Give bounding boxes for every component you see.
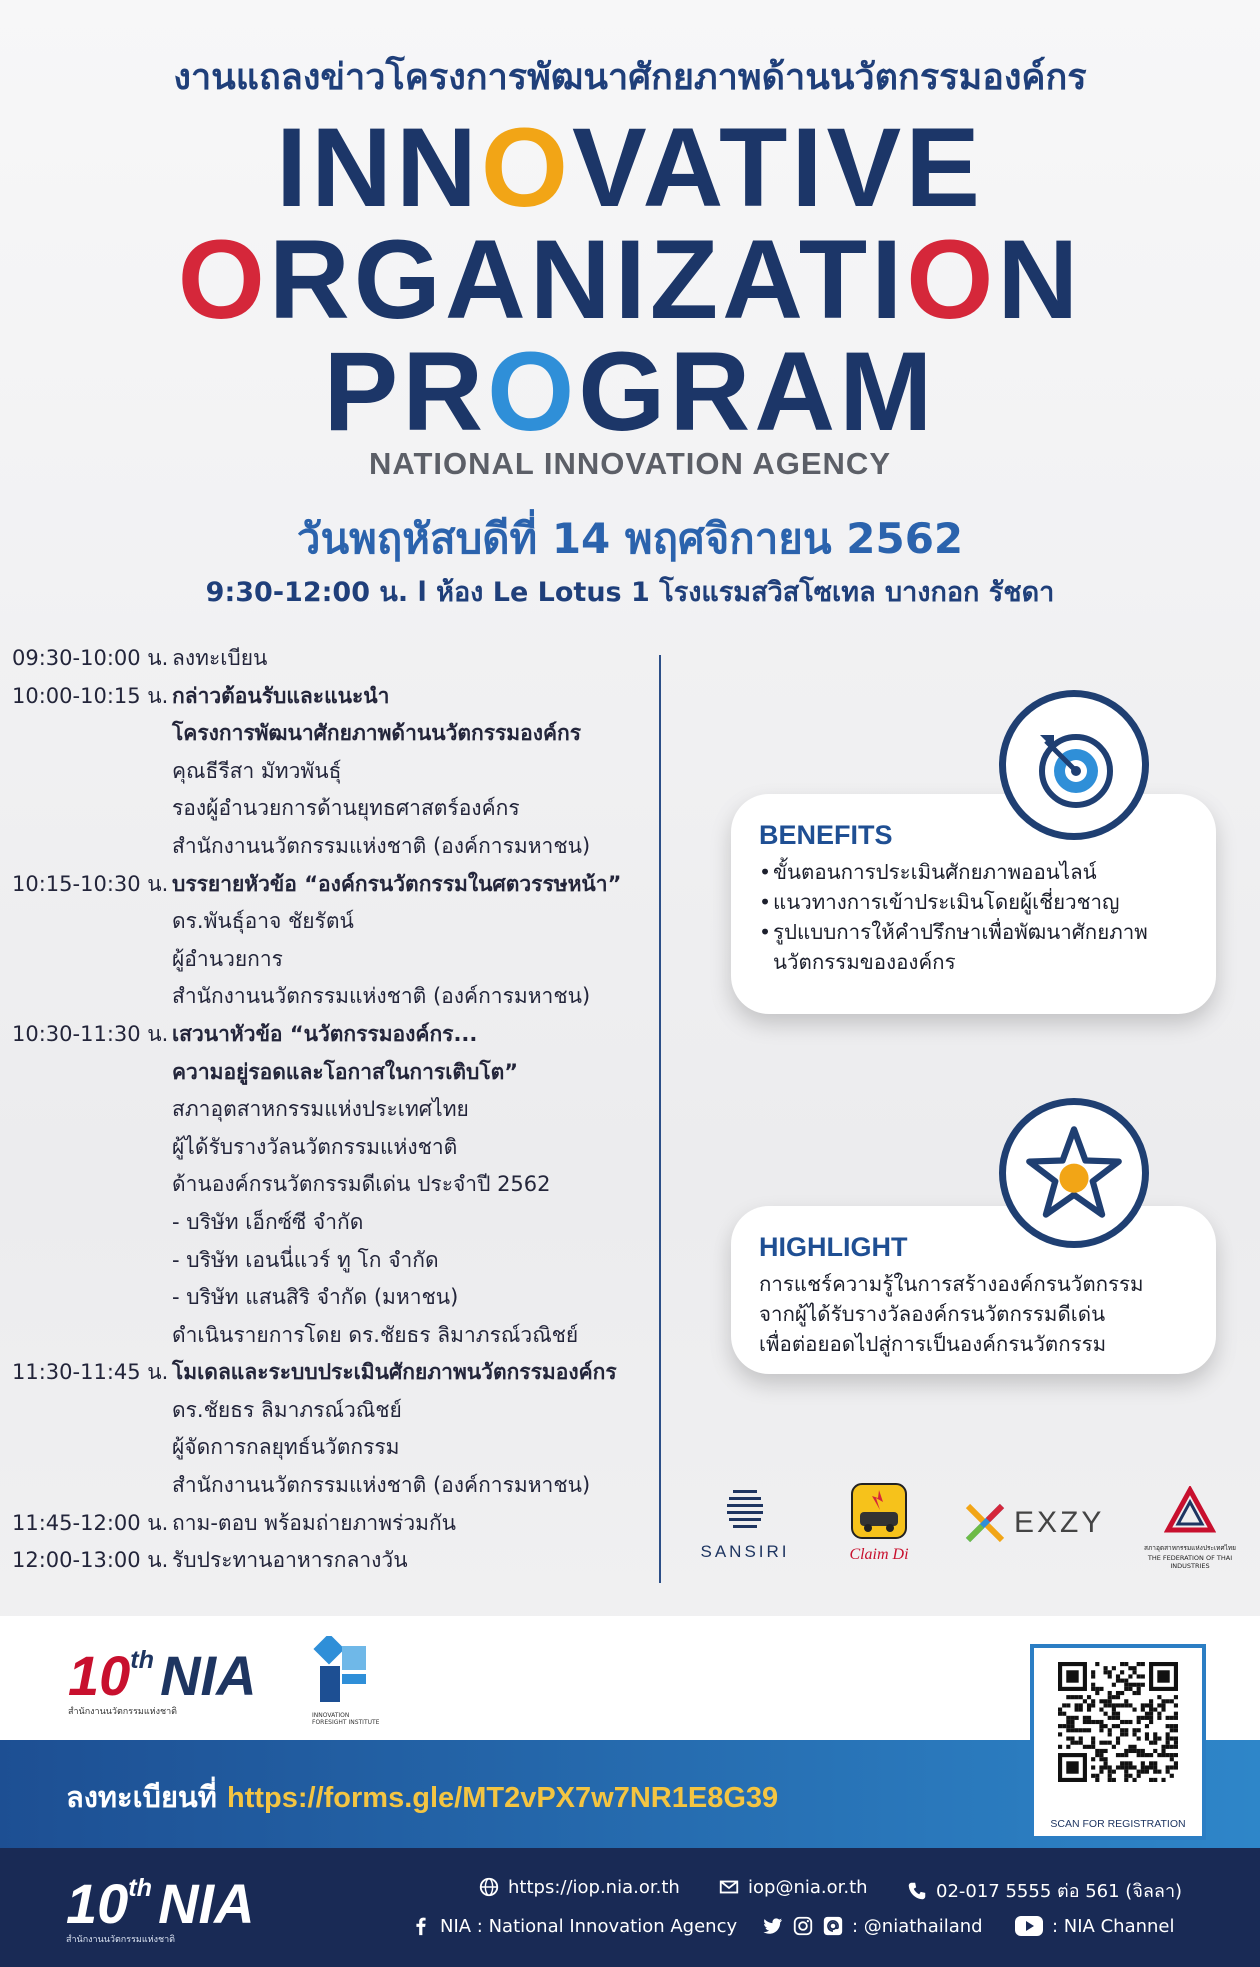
event-venue: 9:30-12:00 น. l ห้อง Le Lotus 1 โรงแรมสวิสโซเทล บางกอก รัชดา xyxy=(205,577,1055,608)
nia-10th-logo-footer xyxy=(66,1872,255,1946)
event-date: วันพฤหัสบดีที่ 14 พฤศจิกายน 2562 xyxy=(296,514,964,563)
schedule-row xyxy=(12,715,652,753)
title-line-3 xyxy=(0,329,1260,454)
schedule-row xyxy=(12,941,652,979)
divider xyxy=(659,655,661,1583)
schedule-row xyxy=(12,753,652,791)
schedule-desc: เสวนาหัวข้อ “นวัตกรรมองค์กร... xyxy=(172,1021,478,1046)
benefit-item: • แนวทางการเข้าประเมินโดยผู้เชี่ยวชาญ xyxy=(759,887,1188,917)
nia-tagline: สำนักงานนวัตกรรมแห่งชาติ xyxy=(68,1707,177,1717)
schedule-desc: บรรยายหัวข้อ “องค์กรนวัตกรรมในศตวรรษหน้า” xyxy=(172,871,622,896)
schedule-desc: กล่าวต้อนรับและแนะนำ xyxy=(172,683,390,708)
schedule-time: 10:00-10:15 น. xyxy=(12,683,169,708)
registration-label: ลงทะเบียนที่ xyxy=(66,1780,227,1814)
sponsor-logos xyxy=(686,1482,1256,1572)
schedule-row xyxy=(12,1392,652,1430)
target-icon xyxy=(999,690,1149,840)
nia-th: th xyxy=(130,1646,155,1674)
benefit-item: • รูปแบบการให้คำปรึกษาเพื่อพัฒนาศักยภาพ xyxy=(759,917,1188,947)
schedule-row xyxy=(12,828,652,866)
schedule-time xyxy=(12,1317,172,1355)
globe-icon xyxy=(478,1876,500,1898)
title-part: N xyxy=(997,217,1083,342)
title-o-red: O xyxy=(177,217,269,342)
website-item[interactable] xyxy=(478,1876,680,1898)
schedule-time xyxy=(12,790,172,828)
schedule-row xyxy=(12,1317,652,1355)
nia-word: NIA xyxy=(160,1644,257,1707)
schedule-desc: ด้านองค์กรนวัตกรรมดีเด่น ประจำปี 2562 xyxy=(172,1172,551,1197)
schedule-desc: ผู้อำนวยการ xyxy=(172,946,283,971)
claimdi-name: Claim Di xyxy=(849,1546,909,1563)
schedule-desc: ความอยู่รอดและโอกาสในการเติบโต” xyxy=(172,1059,519,1084)
schedule-row xyxy=(12,640,652,678)
benefit-item: นวัตกรรมขององค์กร xyxy=(773,950,956,974)
website-link[interactable]: https://iop.nia.or.th xyxy=(508,1876,680,1898)
schedule-time: 11:30-11:45 น. xyxy=(12,1360,169,1385)
registration-text xyxy=(66,1774,778,1820)
qr-code[interactable] xyxy=(1058,1662,1178,1782)
schedule-desc: - บริษัท แสนสิริ จำกัด (มหาชน) xyxy=(172,1285,459,1310)
schedule-desc: สำนักงานนวัตกรรมแห่งชาติ (องค์การมหาชน) xyxy=(172,984,591,1009)
youtube-label[interactable]: : NIA Channel xyxy=(1052,1915,1175,1937)
schedule-row xyxy=(12,1016,652,1054)
schedule-desc: - บริษัท เอนนี่แวร์ ทู โก จำกัด xyxy=(172,1247,439,1272)
schedule-row xyxy=(12,1429,652,1467)
schedule-time xyxy=(12,903,172,941)
youtube-icon xyxy=(1014,1915,1044,1937)
schedule-row xyxy=(12,1242,652,1280)
nia-ten: 10 xyxy=(66,1872,129,1935)
schedule-row xyxy=(12,1279,652,1317)
schedule-desc: ผู้จัดการกลยุทธ์นวัตกรรม xyxy=(172,1435,400,1460)
schedule-time xyxy=(12,978,172,1016)
fti-name-en: THE FEDERATION OF THAI INDUSTRIES xyxy=(1147,1554,1233,1570)
schedule-time xyxy=(12,1129,172,1167)
instagram-icon xyxy=(792,1915,814,1937)
benefits-title: BENEFITS xyxy=(759,820,893,850)
fti-logo xyxy=(1128,1486,1252,1570)
schedule-time xyxy=(12,715,172,753)
exzy-name: EXZY xyxy=(1014,1506,1105,1539)
schedule-time xyxy=(12,1054,172,1092)
title-part: GRAM xyxy=(578,329,937,454)
highlight-line: จากผู้ได้รับรางวัลองค์กรนวัตกรรมดีเด่น xyxy=(759,1302,1106,1326)
facebook-label[interactable]: NIA : National Innovation Agency xyxy=(440,1915,738,1937)
event-subtitle: งานแถลงข่าวโครงการพัฒนาศักยภาพด้านนวัตกรรมองค์กร xyxy=(173,57,1087,98)
nia-ten: 10 xyxy=(68,1644,131,1707)
schedule-desc: สภาอุตสาหกรรมแห่งประเทศไทย xyxy=(172,1097,469,1122)
schedule-desc: สำนักงานนวัตกรรมแห่งชาติ (องค์การมหาชน) xyxy=(172,1473,591,1498)
registration-link[interactable]: https://forms.gle/MT2vPX7w7NR1E8G39 xyxy=(226,1782,779,1814)
schedule-time: 10:15-10:30 น. xyxy=(12,871,169,896)
schedule-row xyxy=(12,903,652,941)
schedule-row xyxy=(12,1091,652,1129)
schedule-desc: รองผู้อำนวยการด้านยุทธศาสตร์องค์กร xyxy=(172,796,520,821)
nia-th: th xyxy=(128,1874,153,1902)
nia-tagline: สำนักงานนวัตกรรมแห่งชาติ xyxy=(66,1935,175,1945)
schedule-time xyxy=(12,1091,172,1129)
claimdi-logo xyxy=(834,1482,924,1564)
sansiri-logo xyxy=(690,1488,800,1562)
phone-item[interactable] xyxy=(906,1876,1182,1905)
nia-word: NIA xyxy=(158,1872,255,1935)
email-link[interactable]: iop@nia.or.th xyxy=(748,1876,868,1898)
schedule-time xyxy=(12,1429,172,1467)
schedule-row xyxy=(12,1166,652,1204)
title-o-yellow: O xyxy=(480,105,573,230)
benefits-list xyxy=(759,857,1188,977)
schedule-desc: คุณธีรีสา มัทวพันธุ์ xyxy=(172,758,342,783)
qr-caption: SCAN FOR REGISTRATION xyxy=(1050,1818,1186,1830)
title-part: VATIVE xyxy=(572,105,984,230)
schedule-desc: ดร.พันธุ์อาจ ชัยรัตน์ xyxy=(172,909,354,934)
schedule-row xyxy=(12,1467,652,1505)
schedule-row xyxy=(12,866,652,904)
schedule-time xyxy=(12,753,172,791)
schedule-row xyxy=(12,790,652,828)
schedule-row xyxy=(12,1054,652,1092)
schedule-time xyxy=(12,1467,172,1505)
schedule-time xyxy=(12,1204,172,1242)
schedule-time xyxy=(12,1279,172,1317)
schedule-time xyxy=(12,1242,172,1280)
schedule-time: 11:45-12:00 น. xyxy=(12,1510,169,1535)
schedule-time xyxy=(12,828,172,866)
highlight-line: การแชร์ความรู้ในการสร้างองค์กรนวัตกรรม xyxy=(759,1272,1144,1296)
schedule-row xyxy=(12,1204,652,1242)
schedule-row xyxy=(12,1129,652,1167)
schedule-row xyxy=(12,1542,652,1580)
schedule-row xyxy=(12,978,652,1016)
title-line-2 xyxy=(0,217,1260,342)
social-item[interactable] xyxy=(762,1915,983,1937)
schedule-desc: โมเดลและระบบประเมินศักยภาพนวัตกรรมองค์กร xyxy=(172,1360,617,1385)
nia-10th-logo xyxy=(68,1644,257,1718)
schedule-desc: - บริษัท เอ็กซ์ซี จำกัด xyxy=(172,1209,364,1234)
title-o-red: O xyxy=(906,217,998,342)
title-part: PR xyxy=(323,329,488,454)
sansiri-name: SANSIRI xyxy=(700,1542,790,1561)
schedule-desc: ดำเนินรายการโดย ดร.ชัยธร ลิมาภรณ์วณิชย์ xyxy=(172,1322,579,1347)
schedule-time xyxy=(12,941,172,979)
schedule-time: 12:00-13:00 น. xyxy=(12,1548,169,1573)
schedule-desc: ถาม-ตอบ พร้อมถ่ายภาพร่วมกัน xyxy=(172,1510,457,1535)
schedule-desc: รับประทานอาหารกลางวัน xyxy=(172,1548,408,1573)
schedule-time xyxy=(12,1392,172,1430)
title-o-blue: O xyxy=(487,329,579,454)
schedule-time: 09:30-10:00 น. xyxy=(12,646,169,670)
highlight-line: เพื่อต่อยอดไปสู่การเป็นองค์กรนวัตกรรม xyxy=(759,1332,1107,1356)
schedule-time: 10:30-11:30 น. xyxy=(12,1021,169,1046)
schedule-desc: ลงทะเบียน xyxy=(172,646,268,670)
schedule xyxy=(12,640,652,1580)
ifi-name: INNOVATION FORESIGHT INSTITUTE xyxy=(312,1712,380,1726)
phone-icon xyxy=(906,1880,928,1902)
at-sign-icon xyxy=(822,1915,844,1937)
facebook-icon xyxy=(410,1915,432,1937)
agency-name: NATIONAL INNOVATION AGENCY xyxy=(369,446,891,481)
benefits-card xyxy=(731,794,1216,1014)
highlight-title: HIGHLIGHT xyxy=(759,1232,908,1262)
schedule-row xyxy=(12,1354,652,1392)
title-part: INN xyxy=(276,105,481,230)
schedule-desc: โครงการพัฒนาศักยภาพด้านนวัตกรรมองค์กร xyxy=(172,721,582,746)
schedule-row xyxy=(12,678,652,716)
schedule-row xyxy=(12,1505,652,1543)
title-part: RGANIZATI xyxy=(268,217,907,342)
email-item[interactable] xyxy=(718,1876,868,1898)
facebook-item[interactable] xyxy=(410,1915,737,1937)
qr-code-box[interactable] xyxy=(1030,1644,1206,1840)
schedule-desc: ผู้ได้รับรางวัลนวัตกรรมแห่งชาติ xyxy=(172,1134,458,1159)
ifi-logo xyxy=(312,1636,382,1728)
highlight-card xyxy=(731,1206,1216,1374)
benefit-item: • ขั้นตอนการประเมินศักยภาพออนไลน์ xyxy=(759,857,1188,887)
title-line-1 xyxy=(0,105,1260,230)
twitter-icon xyxy=(762,1915,784,1937)
schedule-desc: ดร.ชัยธร ลิมาภรณ์วณิชย์ xyxy=(172,1397,402,1422)
star-icon xyxy=(999,1098,1149,1248)
youtube-item[interactable] xyxy=(1014,1915,1175,1937)
exzy-logo xyxy=(962,1500,1112,1546)
social-handle[interactable]: : @niathailand xyxy=(852,1915,983,1937)
fti-name-th: สภาอุตสาหกรรมแห่งประเทศไทย xyxy=(1144,1544,1236,1552)
phone-number[interactable]: 02-017 5555 ต่อ 561 (จิลลา) xyxy=(936,1881,1183,1902)
mail-icon xyxy=(718,1876,740,1898)
schedule-desc: สำนักงานนวัตกรรมแห่งชาติ (องค์การมหาชน) xyxy=(172,833,591,858)
schedule-time xyxy=(12,1166,172,1204)
